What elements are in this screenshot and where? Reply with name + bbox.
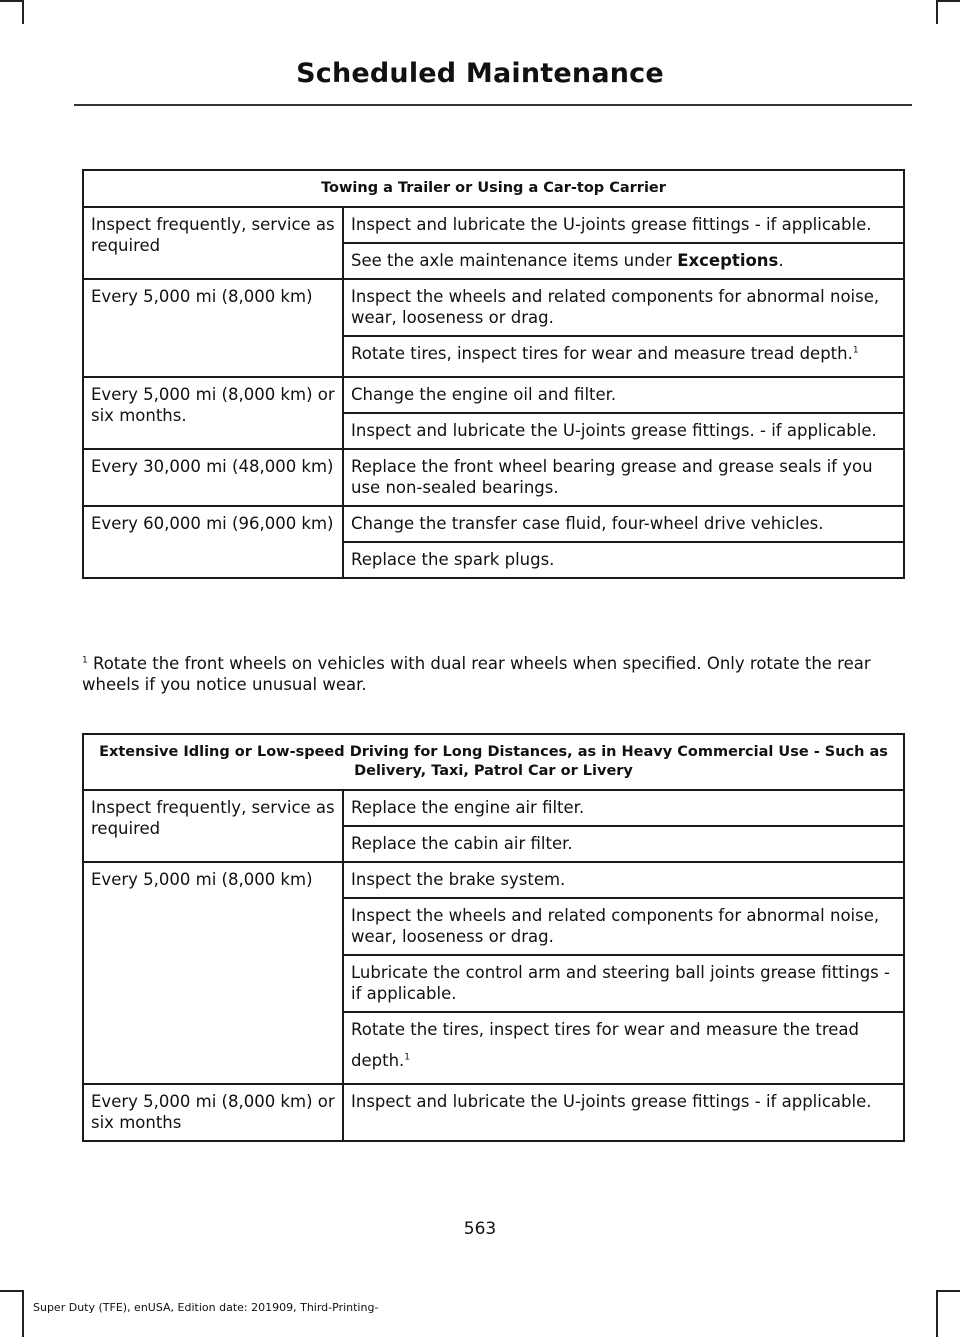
- task-cell: Inspect the brake system.: [343, 862, 904, 898]
- crop-mark: [0, 0, 22, 2]
- interval-cell: Inspect frequently, service as required: [83, 790, 343, 862]
- header-divider: [74, 104, 912, 106]
- crop-mark: [22, 1290, 24, 1337]
- task-cell: Inspect the wheels and related components for abnormal noise, wear, looseness or drag.: [343, 279, 904, 336]
- task-cell: [343, 1012, 904, 1084]
- task-cell: Replace the engine air filter.: [343, 790, 904, 826]
- table-row: [83, 377, 904, 413]
- crop-mark: [938, 1290, 960, 1292]
- task-cell: Inspect the wheels and related components for abnormal noise, wear, looseness or drag.: [343, 898, 904, 955]
- interval-cell: Every 5,000 mi (8,000 km): [83, 279, 343, 377]
- table-row: [83, 1084, 904, 1141]
- interval-cell: Every 5,000 mi (8,000 km) or six months.: [83, 377, 343, 449]
- crop-mark: [938, 0, 960, 2]
- task-cell: Change the engine oil and filter.: [343, 377, 904, 413]
- interval-cell: Every 60,000 mi (96,000 km): [83, 506, 343, 578]
- interval-cell: Every 5,000 mi (8,000 km) or six months: [83, 1084, 343, 1141]
- edition-info: Super Duty (TFE), enUSA, Edition date: 201909, Third-Printing-: [33, 1301, 379, 1314]
- task-cell: Inspect and lubricate the U-joints grease fittings. - if applicable.: [343, 413, 904, 449]
- interval-cell: Every 30,000 mi (48,000 km): [83, 449, 343, 506]
- table-row: [83, 207, 904, 243]
- idling-maintenance-table: [82, 733, 905, 1142]
- task-cell: Replace the cabin air filter.: [343, 826, 904, 862]
- task-text: See the axle maintenance items under: [351, 251, 678, 270]
- task-cell: [343, 243, 904, 279]
- task-cell: Inspect and lubricate the U-joints grease fittings - if applicable.: [343, 207, 904, 243]
- task-cell: Inspect and lubricate the U-joints grease fittings - if applicable.: [343, 1084, 904, 1141]
- task-cell: Lubricate the control arm and steering ball joints grease fittings - if applicable.: [343, 955, 904, 1012]
- table-title: Extensive Idling or Low-speed Driving for Long Distances, as in Heavy Commercial Use - Such as Delivery, Taxi, Patrol Car or Livery: [83, 734, 904, 790]
- table-row: [83, 862, 904, 898]
- interval-cell: Inspect frequently, service as required: [83, 207, 343, 279]
- crop-mark: [936, 0, 938, 24]
- task-cell: Replace the spark plugs.: [343, 542, 904, 578]
- table-row: [83, 506, 904, 542]
- footnote-marker: 1: [82, 655, 88, 666]
- page-number: 563: [463, 1219, 497, 1239]
- crop-mark: [936, 1290, 938, 1337]
- interval-cell: Every 5,000 mi (8,000 km): [83, 862, 343, 1084]
- task-text: Rotate the tires, inspect tires for wear and measure the tread depth.: [351, 1020, 859, 1070]
- table-row: [83, 790, 904, 826]
- table-title: Towing a Trailer or Using a Car-top Carrier: [83, 170, 904, 207]
- table-row: [83, 279, 904, 336]
- table-footnote: [82, 653, 905, 695]
- footnote-text: Rotate the front wheels on vehicles with dual rear wheels when specified. Only rotate the rear wheels if you notice unusual wear.: [82, 654, 871, 694]
- task-cell: Replace the front wheel bearing grease and grease seals if you use non-sealed bearings.: [343, 449, 904, 506]
- crop-mark: [0, 1290, 22, 1292]
- task-cell: Change the transfer case fluid, four-wheel drive vehicles.: [343, 506, 904, 542]
- task-text-end: .: [778, 251, 784, 270]
- crop-mark: [22, 0, 24, 24]
- footnote-marker: 1: [852, 345, 859, 356]
- page-title: Scheduled Maintenance: [296, 58, 664, 89]
- towing-maintenance-table: [82, 169, 905, 579]
- footnote-marker: 1: [404, 1052, 411, 1063]
- table-row: [83, 449, 904, 506]
- task-text: Rotate tires, inspect tires for wear and measure tread depth.: [351, 344, 853, 363]
- exceptions-reference: Exceptions: [677, 251, 779, 270]
- task-cell: [343, 336, 904, 377]
